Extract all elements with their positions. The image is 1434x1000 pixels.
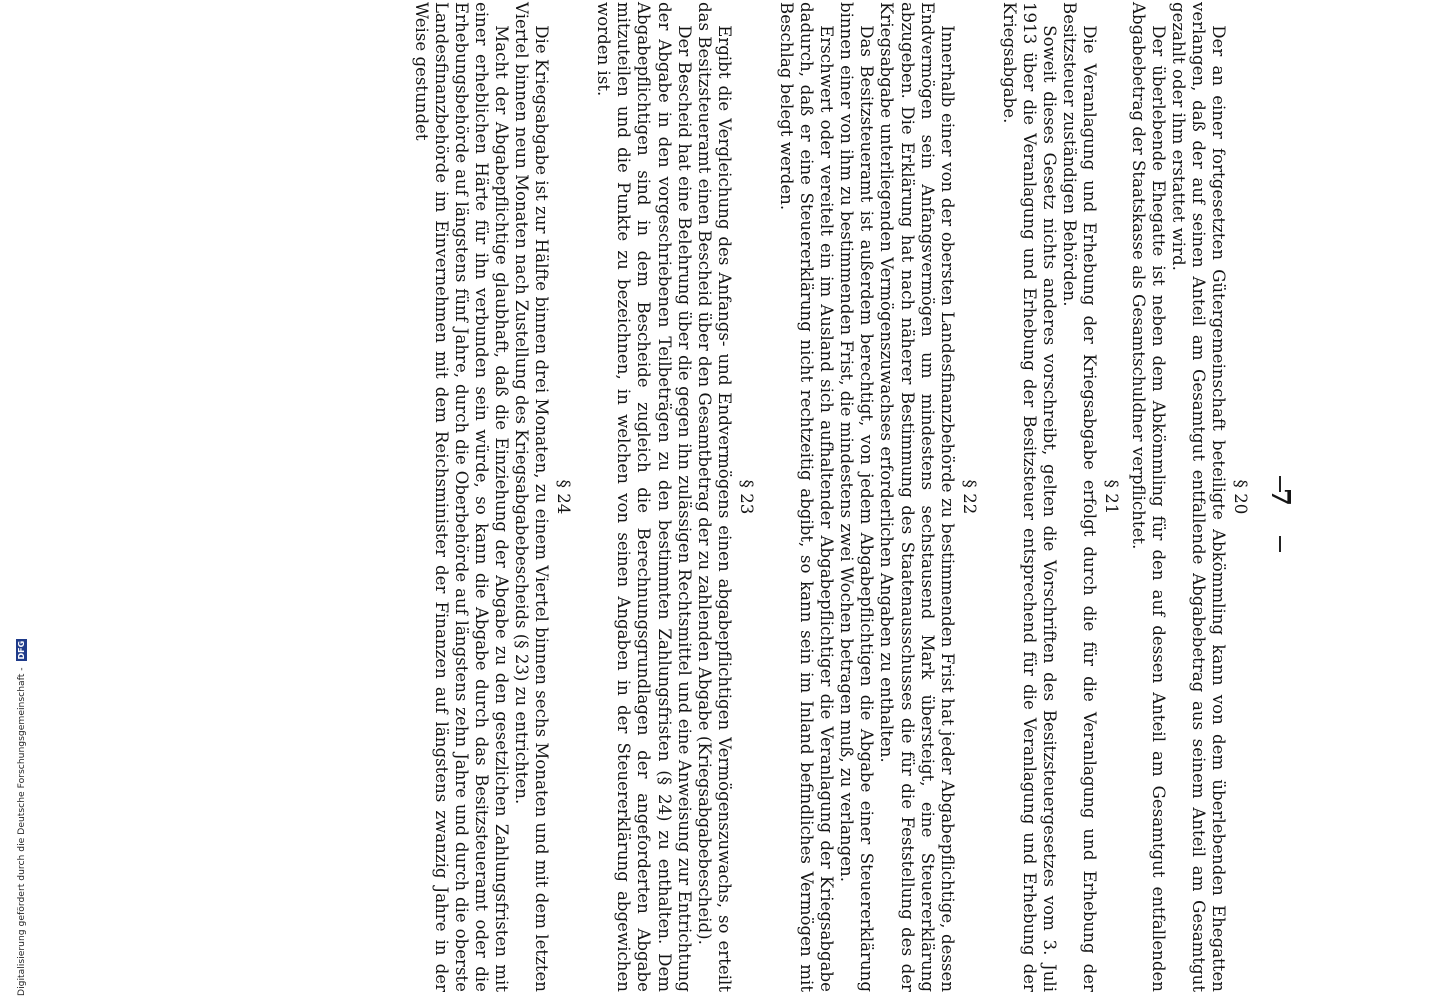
paragraph: Die Veranlagung und Erhebung der Kriegsabgabe erfolgt durch die für die Veranlagung und Erhebung der Besitzsteuer zuständigen Behörden.: [1060, 1, 1100, 992]
paragraph: Macht der Abgabepflichtige glaubhaft, daß die Einziehung der Abgabe zu den gesetzlichen Zahlungsfristen mit einer erheblichen Härte für ihn verbunden sein würde, so kann die Abgabe durch das Besitzsteueramt oder die Erhebungsbehörde auf längstens fünf Jahre, durch die Oberbehörde auf längstens zehn Jahre und durch die oberste Landesfinanzbehörde im Einvernehmen mit dem Reichsminister der Finanzen auf längstens zwanzig Jahre in der Weise gestundet: [411, 1, 511, 992]
paragraph: Erschwert oder vereitelt ein im Ausland sich aufhaltender Abgabepflichtiger die Veranlagung der Kriegsabgabe dadurch, daß er eine Steuererklärung nicht rechtzeitig abgibt, so kann sein im Inland befindliches Vermögen mit Beschlag belegt werden.: [777, 1, 837, 992]
paragraph: Innerhalb einer von der obersten Landesfinanzbehörde zu bestimmenden Frist hat jeder Abgabepflichtige, dessen Endvermögen sein Anfangsvermögen um mindestens sechstausend Mark übersteigt, eine Steuererklärung abzugeben. Die Erklärung hat nach näherer Bestimmung des Staatenausschusses die für die Feststellung des der Kriegsabgabe unterliegenden Vermögenszuwachses erforderlichen Angaben zu enthalten.: [877, 1, 957, 992]
funding-footer: [15, 604, 29, 996]
section-23: [593, 2, 756, 992]
header-dash-right: [1279, 536, 1281, 552]
page-number: 7: [1265, 487, 1295, 506]
paragraph: Das Besitzsteueramt ist außerdem berechtigt, von jedem Abgabepflichtigen die Abgabe einer Steuererklärung binnen einer von ihm zu bestimmenden Frist, die mindestens zwei Wochen betragen muß, zu verlangen.: [837, 1, 877, 992]
funding-note: Digitalisierung gefördert durch die Deutsche Forschungsgemeinschaft -: [16, 667, 27, 996]
document-page: [158, 2, 1298, 992]
dfg-logo: DFG: [17, 640, 26, 660]
section-heading: § 22: [959, 479, 979, 514]
paragraph: Die Kriegsabgabe ist zur Hälfte binnen drei Monaten, zu einem Viertel binnen sechs Monaten und mit dem letzten Viertel binnen neun Monaten nach Zustellung des Kriegsabgabebescheids (§ 23) zu entrichten.: [512, 1, 552, 992]
section-21: [999, 2, 1122, 992]
section-heading: § 21: [1102, 479, 1122, 514]
section-24: [410, 2, 573, 992]
section-heading: § 23: [736, 479, 756, 514]
paragraph: Soweit dieses Gesetz nichts anderes vorschreibt, gelten die Vorschriften des Besitzsteuergesetzes vom 3. Juli 1913 über die Veranlagung und Erhebung der Besitzsteuer entsprechend für die Veranlagung und Erhebung der Kriegsabgabe.: [999, 1, 1060, 992]
paragraph: Ergibt die Vergleichung des Anfangs- und Endvermögens einen abgabepflichtigen Vermögenszuwachs, so erteilt das Besitzsteueramt einen Bescheid über den Gesamtbetrag der zu zahlenden Abgabe (Kriegsabgabebescheid).: [694, 1, 734, 992]
section-heading: § 24: [554, 479, 574, 514]
page-header: [1256, 2, 1298, 992]
paragraph: Der Bescheid hat eine Belehrung über die gegen ihn zulässigen Rechtsmittel und eine Anweisung zur Entrichtung der Abgabe in den vorgeschriebenen Teilbeträgen zu den bestimmten Zahlungsfristen (§ 24) zu enthalten. Dem Abgabepflichtigen sind in dem Bescheide zugleich die Berechnungsgrundlagen der angeforderten Abgabe mitzuteilen und die Punkte zu bezeichnen, in welchen von seinen Angaben in der Steuererklärung abgewichen worden ist.: [594, 1, 694, 992]
paragraph: Der überlebende Ehegatte ist neben dem Abkömmling für den auf dessen Anteil am Gesamtgut entfallenden Abgabebetrag der Staatskasse als Gesamtschuldner verpflichtet.: [1128, 1, 1168, 992]
section-heading: § 20: [1231, 479, 1250, 514]
section-20: [1127, 2, 1250, 992]
paragraph: Der an einer fortgesetzten Gütergemeinschaft beteiligte Abkömmling kann von dem überlebenden Ehegatten verlangen, daß der auf seinen Anteil am Gesamtgut entfallende Abgabebetrag aus seinem Anteil am Gesamtgut gezahlt oder ihm erstattet wird.: [1168, 1, 1228, 992]
section-22: [776, 2, 979, 992]
